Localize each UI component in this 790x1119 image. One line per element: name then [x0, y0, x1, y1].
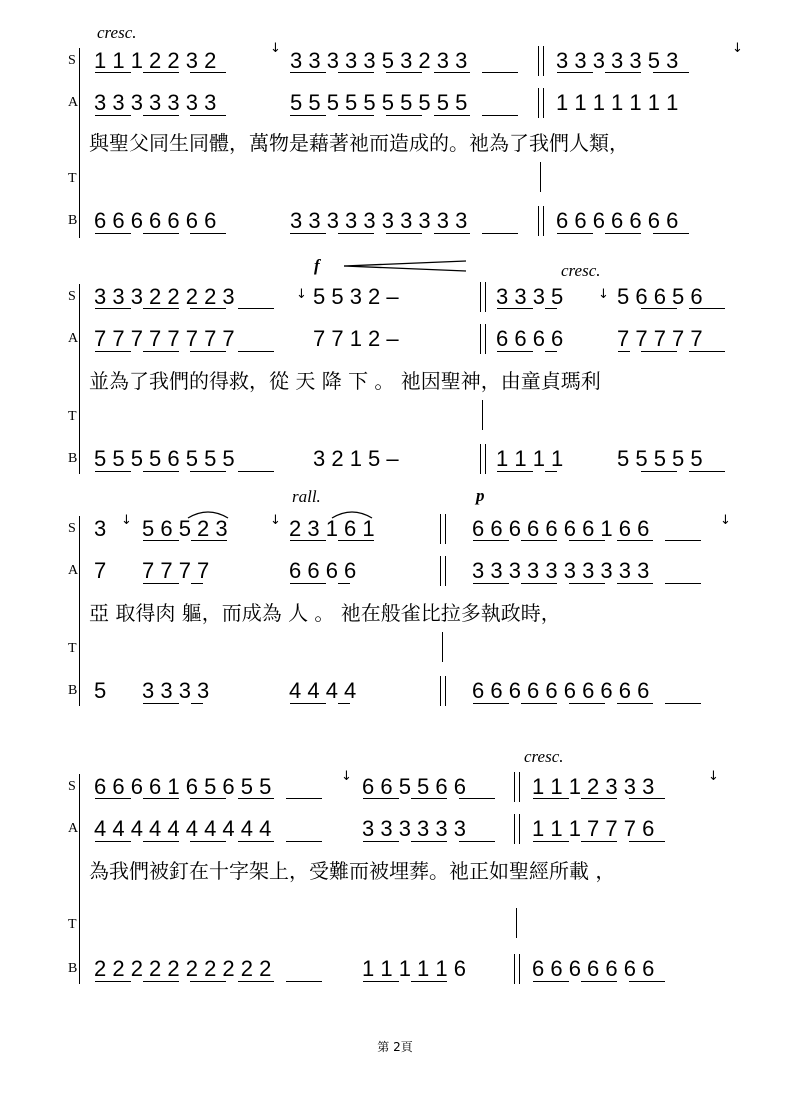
measure: 2 2 2 2 2 2 2 2 2 2 [94, 956, 272, 981]
part-label-tenor: T [68, 917, 77, 932]
measure: 3 3 3 5 [496, 284, 564, 309]
underlines [0, 798, 790, 808]
measure: 6 6 6 6 6 6 6 [94, 208, 217, 233]
barline [482, 400, 483, 430]
piano-mark: p [476, 486, 485, 505]
measure: 5 5 5 5 5 [617, 446, 703, 471]
part-label-soprano: S [68, 779, 76, 794]
measure: 6 6 6 6 1 6 5 6 5 5 [94, 774, 272, 799]
part-label-alto: A [68, 95, 79, 110]
measure: 3 3 3 3 3 5 3 [556, 48, 679, 73]
double-barline [514, 814, 520, 844]
part-label-soprano: S [68, 289, 76, 304]
measure: 1 1 1 2 2 3 2 [94, 48, 217, 73]
measure: 3 3 3 3 3 3 3 [94, 90, 217, 115]
measure: 5 5 5 5 5 5 5 5 5 5 [290, 90, 468, 115]
underlines [0, 233, 790, 243]
part-label-alto: A [68, 821, 79, 836]
double-barline [538, 88, 544, 118]
measure: 3 3 3 3 [142, 678, 210, 703]
measure: 1 1 1 1 1 1 1 [556, 90, 679, 115]
double-barline [480, 324, 486, 354]
measure: 5 [94, 678, 107, 703]
cresc-mark: cresc. [561, 261, 601, 280]
breath-mark: ↓ [708, 769, 719, 784]
measure: 6 6 5 5 6 6 [362, 774, 466, 799]
part-label-bass: B [68, 451, 78, 466]
system-3 [0, 480, 790, 730]
double-barline [480, 444, 486, 474]
measure: 5 6 5 2 3 [142, 516, 228, 541]
breath-mark: ↓ [270, 41, 281, 56]
part-label-tenor: T [68, 171, 77, 186]
page-number: 第 2頁 [377, 1040, 413, 1054]
lyrics-line: 與聖父同生同體，萬物是藉著祂而造成的。祂為了我們人類， [89, 131, 629, 155]
part-label-bass: B [68, 961, 78, 976]
lyrics-line: 亞 取得肉 軀，而成為 人 。 祂在般雀比拉多執政時， [89, 601, 561, 625]
forte-mark: f [314, 256, 320, 275]
barline [442, 632, 443, 662]
part-label-tenor: T [68, 641, 77, 656]
lyrics-line: 為我們被釘在十字架上，受難而被埋葬。祂正如聖經所載 ， [89, 859, 616, 883]
double-barline [440, 676, 446, 706]
breath-mark: ↓ [720, 513, 731, 528]
measure: 6 6 6 6 6 6 6 [556, 208, 679, 233]
measure: 3 3 3 3 3 3 3 3 3 3 [472, 558, 650, 583]
double-barline [538, 206, 544, 236]
part-label-soprano: S [68, 521, 76, 536]
system-1 [0, 0, 790, 250]
measure: 3 3 3 3 3 3 [362, 816, 466, 841]
measure: 2 3 1 6 1 [289, 516, 375, 541]
measure: 5 5 3 2 – [313, 284, 399, 309]
breath-mark: ↓ [598, 287, 609, 302]
underlines [0, 841, 790, 851]
measure: 3 3 3 3 3 5 3 2 3 3 [290, 48, 468, 73]
measure: 7 7 7 7 7 7 7 7 [94, 326, 235, 351]
breath-mark: ↓ [341, 769, 352, 784]
measure: 7 7 7 7 [142, 558, 210, 583]
measure: 1 1 1 2 3 3 3 [532, 774, 655, 799]
measure: 5 5 5 5 6 5 5 5 [94, 446, 235, 471]
barline [516, 908, 517, 938]
underlines [0, 703, 790, 713]
breath-mark: ↓ [121, 513, 132, 528]
crescendo-hairpin [344, 260, 468, 272]
measure: 6 6 6 6 6 6 6 6 6 6 [472, 678, 650, 703]
underlines [0, 115, 790, 125]
measure: 5 6 6 5 6 [617, 284, 703, 309]
measure: 3 [94, 516, 107, 541]
measure: 3 2 1 5 – [313, 446, 399, 471]
measure: 6 6 6 6 [496, 326, 564, 351]
cresc-mark: cresc. [524, 747, 564, 766]
measure: 6 6 6 6 6 6 6 [532, 956, 655, 981]
part-label-tenor: T [68, 409, 77, 424]
measure: 4 4 4 4 [289, 678, 357, 703]
measure: 6 6 6 6 6 6 6 1 6 6 [472, 516, 650, 541]
barline [540, 162, 541, 192]
system-4 [0, 740, 790, 990]
measure: 7 [94, 558, 107, 583]
system-2 [0, 250, 790, 500]
double-barline [514, 954, 520, 984]
part-label-alto: A [68, 331, 79, 346]
underlines [0, 540, 790, 550]
underlines [0, 351, 790, 361]
measure: 1 1 1 1 1 6 [362, 956, 466, 981]
measure: 6 6 6 6 [289, 558, 357, 583]
part-label-bass: B [68, 683, 78, 698]
underlines [0, 981, 790, 991]
cresc-mark: cresc. [97, 23, 137, 42]
part-label-bass: B [68, 213, 78, 228]
measure: 3 3 3 3 3 3 3 3 3 3 [290, 208, 468, 233]
double-barline [440, 556, 446, 586]
breath-mark: ↓ [296, 287, 307, 302]
lyrics-line: 並為了我們的得救，從 天 降 下 。 祂因聖神，由童貞瑪利 [89, 369, 601, 393]
breath-mark: ↓ [732, 41, 743, 56]
measure: 4 4 4 4 4 4 4 4 4 4 [94, 816, 272, 841]
part-label-alto: A [68, 563, 79, 578]
part-label-soprano: S [68, 53, 76, 68]
measure: 1 1 1 1 [496, 446, 564, 471]
underlines [0, 72, 790, 82]
rall-mark: rall. [292, 487, 321, 506]
measure: 7 7 1 2 – [313, 326, 399, 351]
measure: 3 3 3 2 2 2 2 3 [94, 284, 235, 309]
measure: 7 7 7 7 7 [617, 326, 703, 351]
measure: 1 1 1 7 7 7 6 [532, 816, 655, 841]
breath-mark: ↓ [270, 513, 281, 528]
underlines [0, 583, 790, 593]
underlines [0, 308, 790, 318]
